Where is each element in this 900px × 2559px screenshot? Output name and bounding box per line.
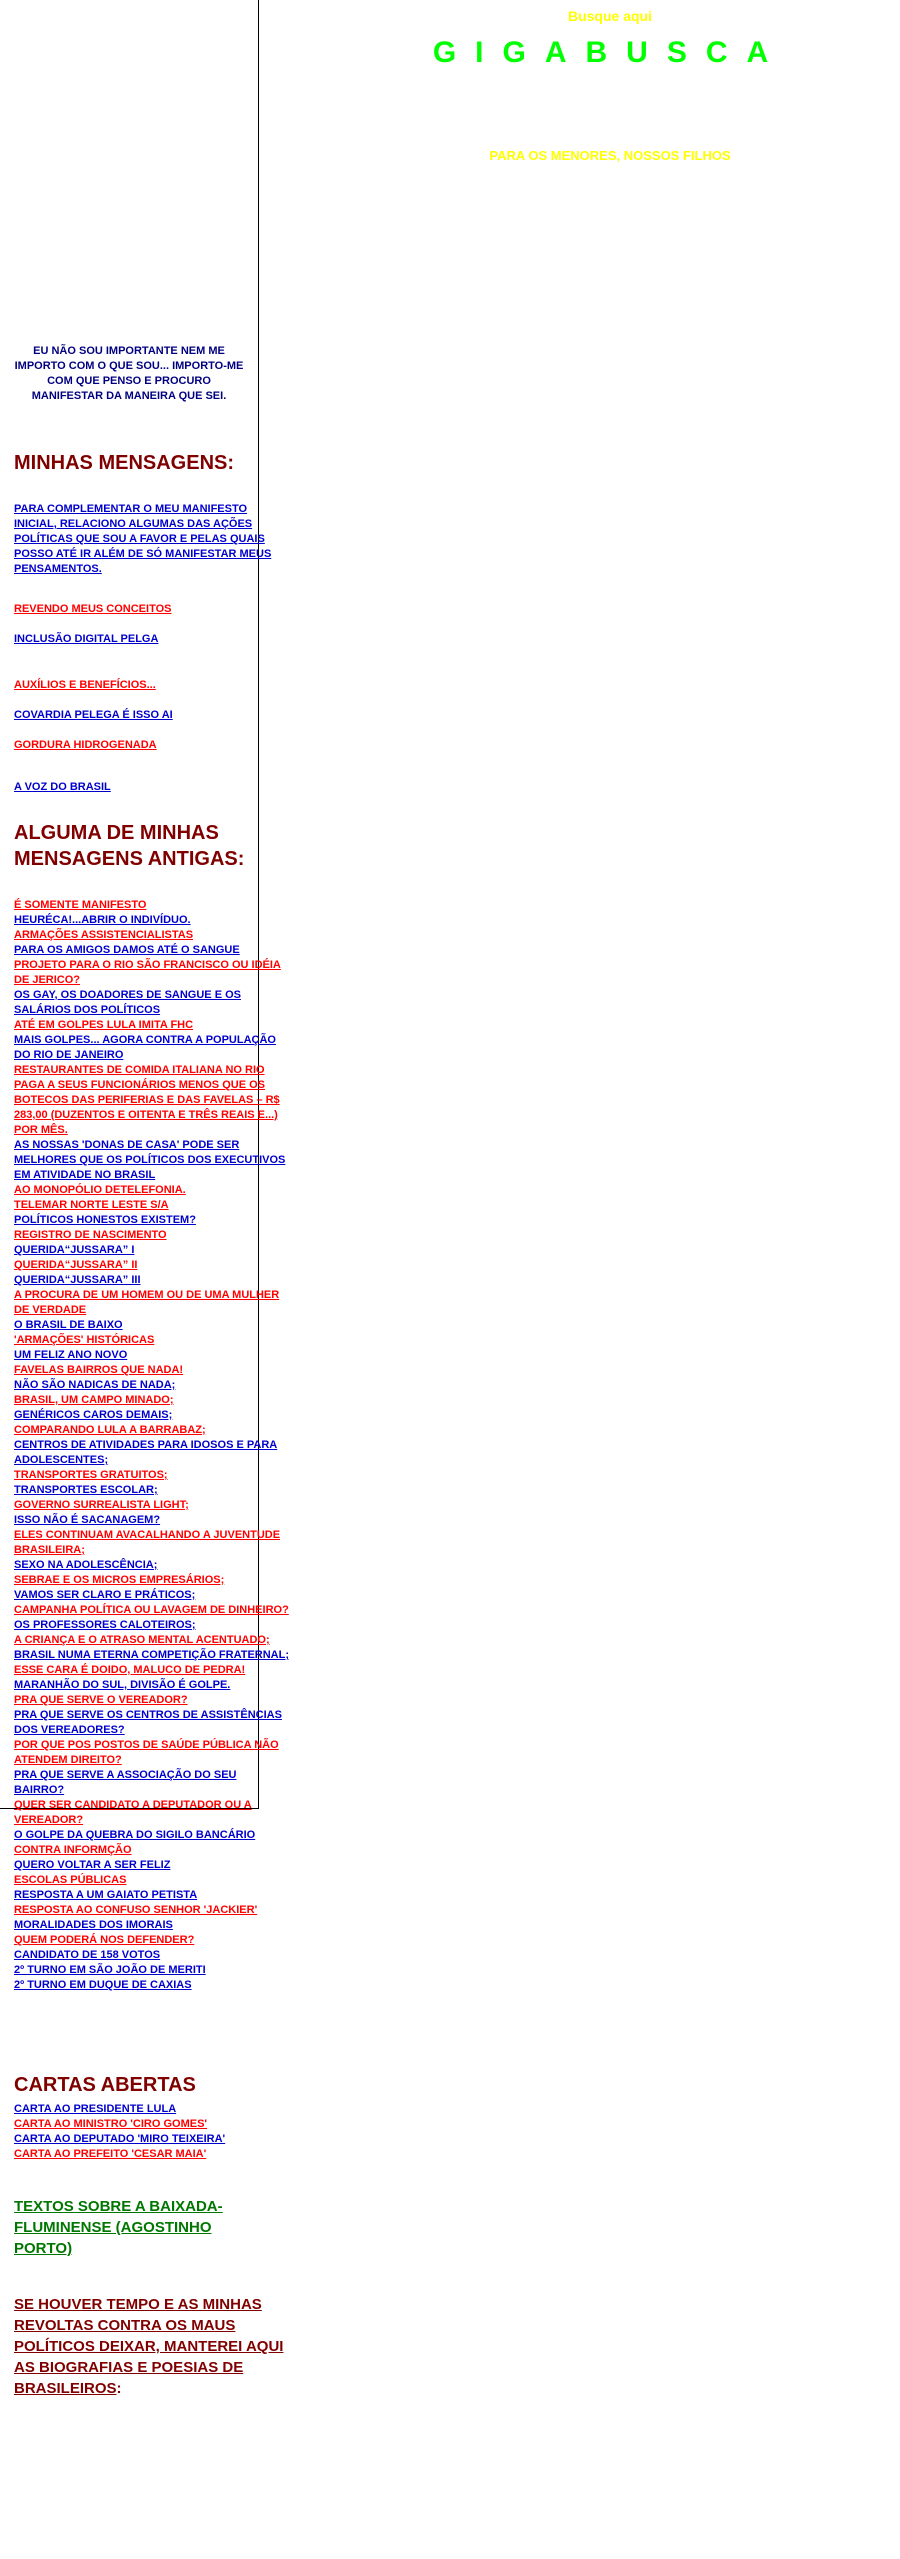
message-link[interactable]: GORDURA HIDROGENADA bbox=[14, 739, 157, 751]
my-messages-heading: MINHAS MENSAGENS: bbox=[14, 452, 235, 474]
old-message-link[interactable]: QUERO VOLTAR A SER FELIZ bbox=[14, 1859, 171, 1871]
old-message-link[interactable]: RESPOSTA AO CONFUSO SENHOR 'JACKIER' bbox=[14, 1904, 258, 1916]
old-message-link[interactable]: PRA QUE SERVE O VEREADOR? bbox=[14, 1694, 188, 1706]
old-message-link[interactable]: FAVELAS BAIRROS QUE NADA! bbox=[14, 1364, 184, 1376]
old-message-link[interactable]: TRANSPORTES ESCOLAR; bbox=[14, 1484, 158, 1496]
open-letters-list bbox=[14, 2102, 274, 2162]
message-link[interactable]: A VOZ DO BRASIL bbox=[14, 781, 111, 793]
old-message-link[interactable]: TRANSPORTES GRATUITOS; bbox=[14, 1469, 168, 1481]
old-message-link[interactable]: COMPARANDO LULA A BARRABAZ; bbox=[14, 1424, 206, 1436]
old-message-link[interactable]: ARMAÇÕES ASSISTENCIALISTAS bbox=[14, 929, 194, 941]
message-link[interactable]: REVENDO MEUS CONCEITOS bbox=[14, 603, 172, 615]
message-link[interactable]: COVARDIA PELEGA É ISSO AI bbox=[14, 709, 173, 721]
old-message-link[interactable]: BRASIL, UM CAMPO MINADO; bbox=[14, 1394, 174, 1406]
old-message-link[interactable]: CANDIDATO DE 158 VOTOS bbox=[14, 1949, 161, 1961]
old-message-link[interactable]: CENTROS DE ATIVIDADES PARA IDOSOS E PARA ADOLESCENTES; bbox=[14, 1439, 278, 1466]
biographies-note bbox=[14, 2294, 289, 2399]
old-message-link[interactable]: 2º TURNO EM DUQUE DE CAXIAS bbox=[14, 1979, 192, 1991]
message-link[interactable]: AUXÍLIOS E BENEFÍCIOS... bbox=[14, 679, 156, 691]
old-message-link[interactable]: AO MONOPÓLIO DETELEFONIA. bbox=[14, 1184, 186, 1196]
old-message-link[interactable]: 'ARMAÇÕES' HISTÓRICAS bbox=[14, 1334, 155, 1346]
old-message-link[interactable]: RESTAURANTES DE COMIDA ITALIANA NO RIO PAGA A SEUS FUNCIONÁRIOS MENOS QUE OS BOTECOS DAS PERIFERIAS E DAS FAVELAS – R$ 283,00 (DUZENTOS E OITENTA E TRÊS REAIS E...) POR MÊS. bbox=[14, 1064, 280, 1136]
old-message-link[interactable]: OS PROFESSORES CALOTEIROS; bbox=[14, 1619, 196, 1631]
old-message-link[interactable]: VAMOS SER CLARO E PRÁTICOS; bbox=[14, 1589, 196, 1601]
old-message-link[interactable]: QUERIDA“JUSSARA” I bbox=[14, 1244, 135, 1256]
search-label[interactable]: Busque aqui bbox=[567, 8, 652, 24]
old-message-link[interactable]: PRA QUE SERVE OS CENTROS DE ASSISTÊNCIAS DOS VEREADORES? bbox=[14, 1709, 282, 1736]
open-letter-link[interactable]: CARTA AO MINISTRO 'CIRO GOMES' bbox=[14, 2118, 208, 2130]
biographies-suffix: : bbox=[116, 2380, 122, 2397]
old-message-link[interactable]: POR QUE POS POSTOS DE SAÚDE PÚBLICA NÃO ATENDEM DIREITO? bbox=[14, 1739, 279, 1766]
old-message-link[interactable]: TELEMAR NORTE LESTE S/A bbox=[14, 1199, 169, 1211]
old-message-link[interactable]: BRASIL NUMA ETERNA COMPETIÇÃO FRATERNAL; bbox=[14, 1649, 289, 1661]
site-logo: GIGABUSCA bbox=[432, 36, 788, 69]
old-message-link[interactable]: SEBRAE E OS MICROS EMPRESÁRIOS; bbox=[14, 1574, 225, 1586]
old-message-link[interactable]: RESPOSTA A UM GAIATO PETISTA bbox=[14, 1889, 198, 1901]
old-message-link[interactable]: O BRASIL DE BAIXO bbox=[14, 1319, 123, 1331]
old-message-link[interactable]: ESSE CARA É DOIDO, MALUCO DE PEDRA! bbox=[14, 1664, 246, 1676]
old-message-link[interactable]: QUERIDA“JUSSARA” III bbox=[14, 1274, 141, 1286]
old-message-link[interactable]: OS GAY, OS DOADORES DE SANGUE E OS SALÁRIOS DOS POLÍTICOS bbox=[14, 989, 241, 1016]
old-message-link[interactable]: MARANHÃO DO SUL, DIVISÃO É GOLPE. bbox=[14, 1679, 231, 1691]
old-message-link[interactable]: 2º TURNO EM SÃO JOÃO DE MERITI bbox=[14, 1964, 206, 1976]
old-message-link[interactable]: HEURÉCA!...ABRIR O INDIVÍDUO. bbox=[14, 914, 191, 926]
message-link[interactable]: INCLUSÃO DIGITAL PELGA bbox=[14, 633, 159, 645]
open-letter-link[interactable]: CARTA AO DEPUTADO 'MIRO TEIXEIRA' bbox=[14, 2133, 226, 2145]
old-message-link[interactable]: PROJETO PARA O RIO SÃO FRANCISCO OU IDÉIA DE JERICO? bbox=[14, 959, 281, 986]
baixada-texts-link[interactable]: TEXTOS SOBRE A BAIXADA-FLUMINENSE (AGOSTINHO PORTO) bbox=[14, 2198, 223, 2257]
old-message-link[interactable]: ESCOLAS PÚBLICAS bbox=[14, 1874, 127, 1886]
old-message-link[interactable]: NÃO SÃO NADICAS DE NADA; bbox=[14, 1379, 176, 1391]
site-slogan: PARA OS MENORES, NOSSOS FILHOS bbox=[489, 148, 731, 163]
old-message-link[interactable]: QUER SER CANDIDATO A DEPUTADOR OU A VEREADOR? bbox=[14, 1799, 252, 1826]
old-message-link[interactable]: POLÍTICOS HONESTOS EXISTEM? bbox=[14, 1214, 196, 1226]
old-message-link[interactable]: MAIS GOLPES... AGORA CONTRA A POPULAÇÃO DO RIO DE JANEIRO bbox=[14, 1034, 276, 1061]
intro-block bbox=[14, 502, 289, 577]
author-motto: EU NÃO SOU IMPORTANTE NEM ME IMPORTO COM O QUE SOU... IMPORTO-ME COM QUE PENSO E PROCURO MANIFESTAR DA MANEIRA QUE SEI. bbox=[14, 345, 244, 402]
old-message-link[interactable]: MORALIDADES DOS IMORAIS bbox=[14, 1919, 173, 1931]
open-letter-link[interactable]: CARTA AO PRESIDENTE LULA bbox=[14, 2103, 177, 2115]
old-message-link[interactable]: GENÉRICOS CAROS DEMAIS; bbox=[14, 1409, 173, 1421]
old-message-link[interactable]: REGISTRO DE NASCIMENTO bbox=[14, 1229, 167, 1241]
open-letter-link[interactable]: CARTA AO PREFEITO 'CESAR MAIA' bbox=[14, 2148, 207, 2160]
old-message-link[interactable]: CONTRA INFORMÇÃO bbox=[14, 1844, 132, 1856]
old-message-link[interactable]: QUERIDA“JUSSARA” II bbox=[14, 1259, 138, 1271]
old-message-link[interactable]: O GOLPE DA QUEBRA DO SIGILO BANCÁRIO bbox=[14, 1829, 256, 1841]
old-message-link[interactable]: CAMPANHA POLÍTICA OU LAVAGEM DE DINHEIRO? bbox=[14, 1604, 289, 1616]
old-message-link[interactable]: É SOMENTE MANIFESTO bbox=[14, 899, 147, 911]
old-message-link[interactable]: ISSO NÃO É SACANAGEM? bbox=[14, 1514, 161, 1526]
old-message-link[interactable]: A CRIANÇA E O ATRASO MENTAL ACENTUADO; bbox=[14, 1634, 270, 1646]
old-messages-list bbox=[14, 898, 289, 1993]
old-message-link[interactable]: AS NOSSAS 'DONAS DE CASA' PODE SER MELHORES QUE OS POLÍTICOS DOS EXECUTIVOS EM ATIVIDADE NO BRASIL bbox=[14, 1139, 286, 1181]
old-message-link[interactable]: UM FELIZ ANO NOVO bbox=[14, 1349, 128, 1361]
old-message-link[interactable]: QUEM PODERÁ NOS DEFENDER? bbox=[14, 1934, 195, 1946]
open-letters-heading: CARTAS ABERTAS bbox=[14, 2074, 196, 2096]
old-message-link[interactable]: PRA QUE SERVE A ASSOCIAÇÃO DO SEU BAIRRO? bbox=[14, 1769, 237, 1796]
biographies-link[interactable]: SE HOUVER TEMPO E AS MINHAS REVOLTAS CONTRA OS MAUS POLÍTICOS DEIXAR, MANTEREI AQUI AS BIOGRAFIAS E POESIAS DE BRASILEIROS bbox=[14, 2296, 284, 2397]
intro-link[interactable]: PARA COMPLEMENTAR O MEU MANIFESTO INICIAL, RELACIONO ALGUMAS DAS AÇÕES POLÍTICAS QUE SOU A FAVOR E PELAS QUAIS POSSO ATÉ IR ALÉM DE SÓ MANIFESTAR MEUS PENSAMENTOS. bbox=[14, 503, 272, 575]
old-message-link[interactable]: A PROCURA DE UM HOMEM OU DE UMA MULHER DE VERDADE bbox=[14, 1289, 280, 1316]
old-message-link[interactable]: ELES CONTINUAM AVACALHANDO A JUVENTUDE BRASILEIRA; bbox=[14, 1529, 281, 1556]
old-message-link[interactable]: ATÉ EM GOLPES LULA IMITA FHC bbox=[14, 1019, 194, 1031]
old-messages-heading: ALGUMA DE MINHAS MENSAGENS ANTIGAS: bbox=[14, 822, 245, 870]
old-message-link[interactable]: PARA OS AMIGOS DAMOS ATÉ O SANGUE bbox=[14, 944, 240, 956]
old-message-link[interactable]: SEXO NA ADOLESCÊNCIA; bbox=[14, 1559, 158, 1571]
old-message-link[interactable]: GOVERNO SURREALISTA LIGHT; bbox=[14, 1499, 189, 1511]
